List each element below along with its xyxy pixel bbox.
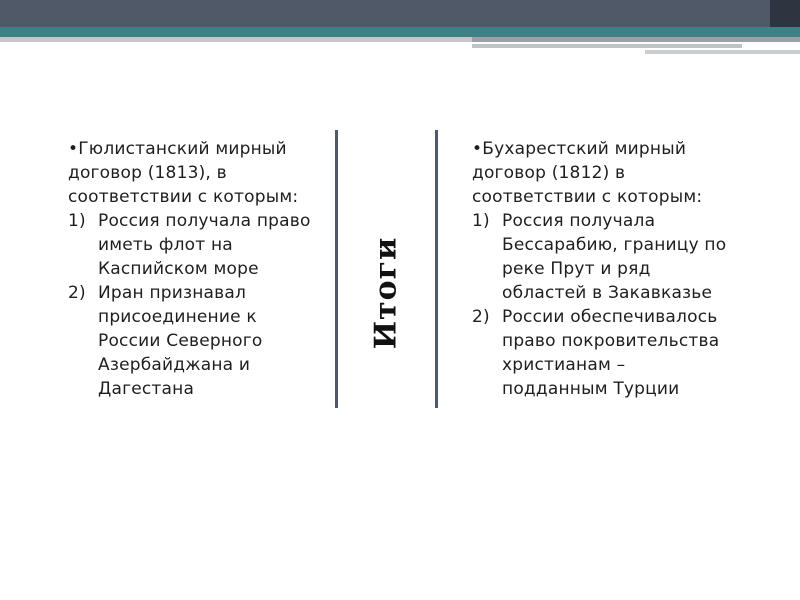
list-item [472, 305, 732, 401]
list-item-text: Россия получала право иметь флот на Каспийском море [98, 211, 311, 279]
header-rule [472, 44, 742, 48]
right-column-lead: • Бухарестский мирный договор (1812) в соответствии с которым: [472, 137, 732, 209]
slide-title: Итоги [368, 236, 404, 350]
list-item [472, 209, 732, 305]
list-item-number: 2) [472, 307, 490, 327]
header-rule [645, 50, 800, 54]
column-divider-right [435, 130, 438, 408]
list-item-number: 1) [472, 211, 490, 231]
right-column [472, 137, 732, 401]
list-item-text: Иран признавал присоединение к России Северного Азербайджана и Дагестана [98, 283, 263, 399]
header-rule [0, 37, 472, 42]
column-divider-left [335, 130, 338, 408]
list-item [68, 209, 318, 281]
header-accent-band [0, 27, 800, 37]
list-item-text: России обеспечивалось право покровительства христианам – подданным Турции [502, 307, 720, 399]
list-item-text: Россия получала Бессарабию, границу по реке Прут и ряд областей в Закавказье [502, 211, 727, 303]
left-column-list [68, 209, 318, 401]
list-item-number: 1) [68, 211, 86, 231]
list-item-number: 2) [68, 283, 86, 303]
list-item [68, 281, 318, 401]
header-rule [472, 37, 800, 42]
header-band [0, 0, 800, 27]
header-corner-accent [770, 0, 800, 27]
right-column-list [472, 209, 732, 401]
left-column [68, 137, 318, 401]
left-column-lead: • Гюлистанский мирный договор (1813), в соответствии с которым: [68, 137, 318, 209]
